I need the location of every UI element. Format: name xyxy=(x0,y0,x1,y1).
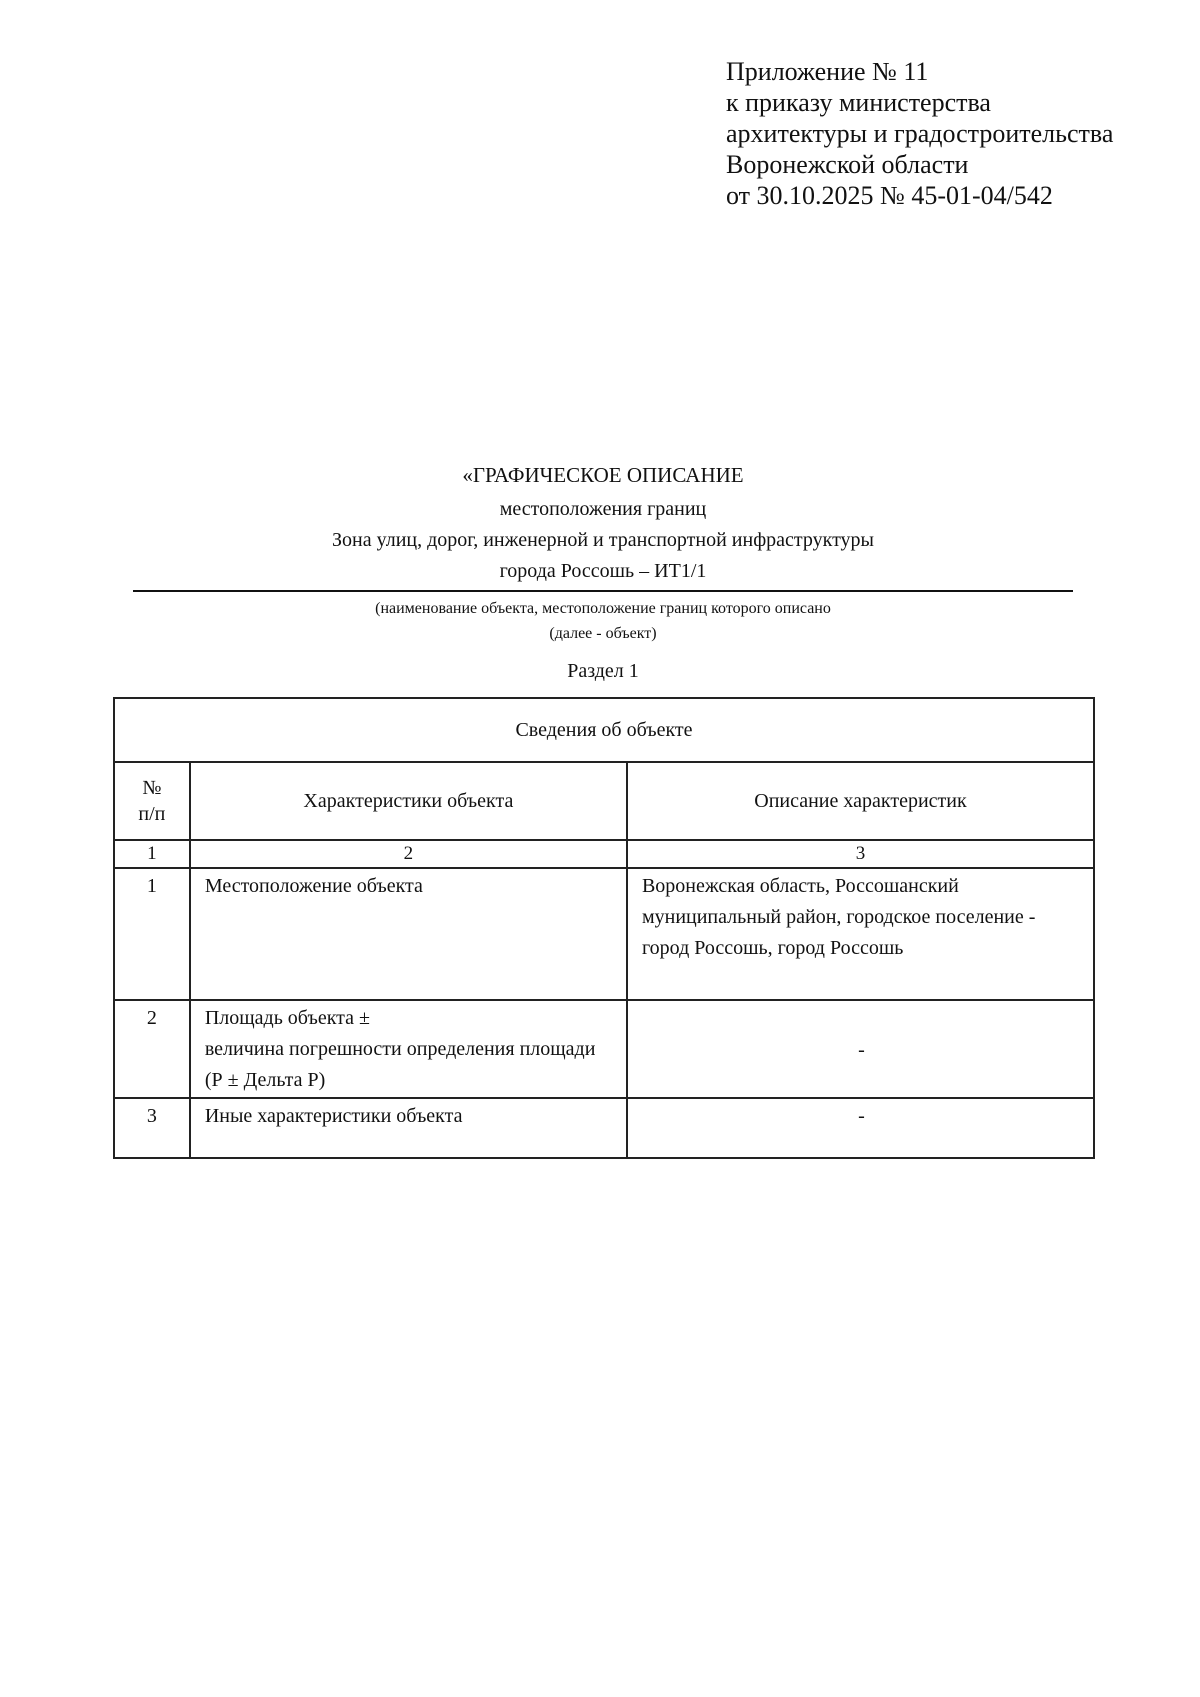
table-row xyxy=(114,868,1094,1000)
header-number xyxy=(114,762,190,840)
object-caption-line1: (наименование объекта, местоположение границ которого описано xyxy=(375,600,831,617)
column-number: 1 xyxy=(114,840,190,868)
row-number: 3 xyxy=(114,1098,190,1158)
title-subline-zone: Зона улиц, дорог, инженерной и транспортной инфраструктуры xyxy=(332,529,874,551)
object-info-table xyxy=(113,697,1095,1159)
object-caption xyxy=(133,596,1073,646)
table-row xyxy=(114,1000,1094,1098)
header-number-pp: п/п xyxy=(138,803,166,825)
appendix-header xyxy=(726,56,1166,211)
header-number-sign: № xyxy=(142,777,162,799)
row-number: 1 xyxy=(114,868,190,1000)
appendix-ministry-line: архитектуры и градостроительства xyxy=(726,119,1114,148)
appendix-order-line: к приказу министерства xyxy=(726,88,991,117)
column-number: 2 xyxy=(190,840,627,868)
header-characteristics: Характеристики объекта xyxy=(190,762,627,840)
title-subline-city: города Россошь – ИТ1/1 xyxy=(499,560,707,582)
appendix-date-line: от 30.10.2025 № 45-01-04/542 xyxy=(726,181,1053,210)
document-title-block xyxy=(133,462,1073,587)
row-characteristic-line1: Площадь объекта ± xyxy=(204,1007,370,1029)
row-characteristic xyxy=(190,1000,627,1098)
row-characteristic-line2: величина погрешности определения площади (Р ± Дельта Р) xyxy=(204,1038,596,1091)
row-number: 2 xyxy=(114,1000,190,1098)
row-description: Воронежская область, Россошанский муниципальный район, городское поселение - город Россошь, город Россошь xyxy=(627,868,1094,1000)
document-title: «ГРАФИЧЕСКОЕ ОПИСАНИЕ xyxy=(462,463,744,487)
table-row xyxy=(114,1098,1094,1158)
row-characteristic: Иные характеристики объекта xyxy=(190,1098,627,1158)
appendix-number: Приложение № 11 xyxy=(726,57,929,86)
header-description: Описание характеристик xyxy=(627,762,1094,840)
appendix-region-line: Воронежской области xyxy=(726,150,969,179)
row-characteristic: Местоположение объекта xyxy=(190,868,627,1000)
row-description: - xyxy=(627,1000,1094,1098)
section-heading: Раздел 1 xyxy=(567,660,639,682)
table-caption: Сведения об объекте xyxy=(114,698,1094,762)
row-description: - xyxy=(627,1098,1094,1158)
column-number: 3 xyxy=(627,840,1094,868)
column-number-row xyxy=(114,840,1094,868)
object-caption-line2: (далее - объект) xyxy=(549,625,657,642)
title-underline xyxy=(133,590,1073,592)
title-subline-boundaries: местоположения границ xyxy=(499,498,707,520)
table-caption-row xyxy=(114,698,1094,762)
table-header-row xyxy=(114,762,1094,840)
